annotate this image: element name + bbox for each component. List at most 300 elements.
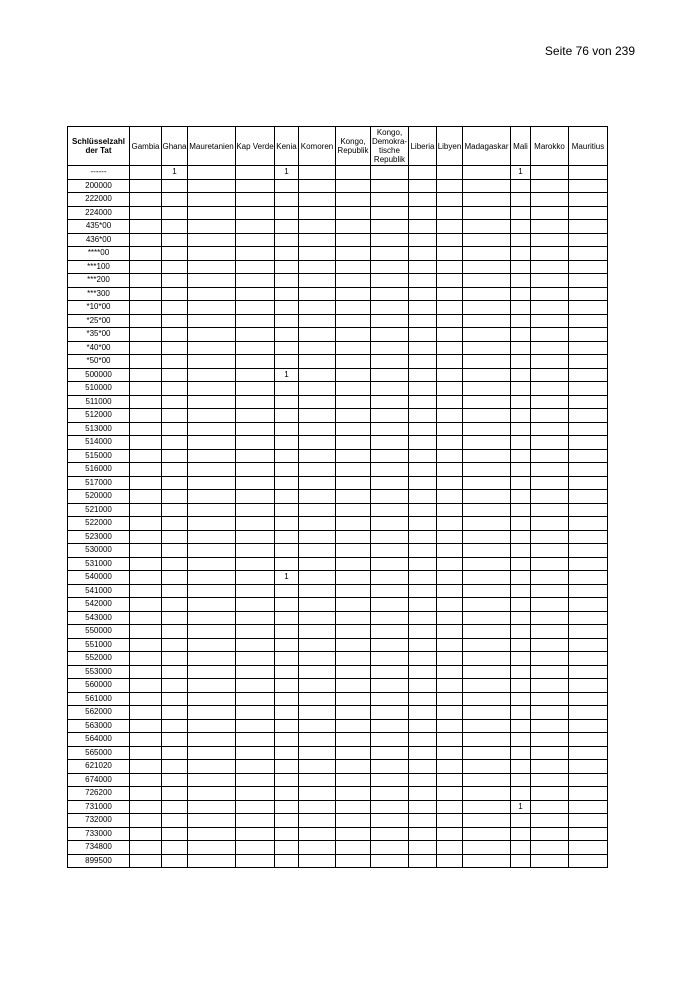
table-cell: [531, 422, 569, 436]
row-key-cell: 621020: [68, 760, 130, 774]
column-header-country: Kenia: [275, 127, 299, 166]
table-cell: [299, 719, 336, 733]
table-cell: [463, 260, 511, 274]
table-cell: [162, 368, 188, 382]
table-cell: [569, 355, 608, 369]
table-cell: [531, 220, 569, 234]
table-cell: [336, 368, 371, 382]
table-cell: [188, 449, 236, 463]
column-header-country: Kongo, Republik: [336, 127, 371, 166]
table-cell: [188, 193, 236, 207]
table-cell: [437, 368, 463, 382]
table-cell: [130, 719, 162, 733]
table-cell: [511, 395, 531, 409]
table-cell: [511, 854, 531, 868]
table-cell: [371, 287, 409, 301]
table-cell: [437, 449, 463, 463]
table-row: [68, 719, 608, 733]
table-cell: [299, 206, 336, 220]
table-cell: [188, 773, 236, 787]
table-cell: [236, 341, 275, 355]
table-cell: [188, 328, 236, 342]
table-cell: [371, 544, 409, 558]
table-cell: [336, 179, 371, 193]
table-cell: [130, 341, 162, 355]
table-cell: [409, 665, 437, 679]
table-cell: [188, 706, 236, 720]
table-cell: [409, 274, 437, 288]
table-row: [68, 652, 608, 666]
table-cell: [299, 517, 336, 531]
table-cell: [371, 260, 409, 274]
table-cell: [437, 220, 463, 234]
table-cell: [371, 692, 409, 706]
table-cell: [511, 355, 531, 369]
table-cell: [299, 301, 336, 315]
table-row: [68, 800, 608, 814]
table-cell: [371, 571, 409, 585]
table-cell: [336, 274, 371, 288]
table-cell: [275, 611, 299, 625]
table-cell: [188, 503, 236, 517]
table-cell: [511, 625, 531, 639]
table-cell: [130, 746, 162, 760]
table-cell: [299, 814, 336, 828]
table-cell: [236, 476, 275, 490]
table-cell: [299, 652, 336, 666]
table-cell: [188, 409, 236, 423]
table-cell: [511, 706, 531, 720]
table-cell: [299, 760, 336, 774]
table-cell: [409, 233, 437, 247]
table-cell: [336, 341, 371, 355]
table-cell: [371, 557, 409, 571]
table-cell: [569, 638, 608, 652]
table-row: [68, 220, 608, 234]
table-cell: [531, 206, 569, 220]
table-cell: [336, 328, 371, 342]
row-key-cell: 513000: [68, 422, 130, 436]
table-cell: [236, 409, 275, 423]
table-cell: [463, 395, 511, 409]
table-cell: [437, 422, 463, 436]
table-cell: [511, 598, 531, 612]
table-cell: [336, 301, 371, 315]
table-cell: [531, 760, 569, 774]
table-cell: [569, 274, 608, 288]
table-cell: [463, 206, 511, 220]
table-cell: [437, 557, 463, 571]
table-cell: [299, 382, 336, 396]
table-cell: [437, 314, 463, 328]
table-cell: [371, 233, 409, 247]
table-cell: [463, 490, 511, 504]
table-cell: [130, 557, 162, 571]
table-cell: [463, 625, 511, 639]
table-cell: 1: [275, 571, 299, 585]
table-cell: [162, 449, 188, 463]
table-cell: [463, 773, 511, 787]
table-cell: [336, 409, 371, 423]
table-cell: [409, 746, 437, 760]
table-cell: [299, 436, 336, 450]
table-cell: [371, 638, 409, 652]
table-cell: [130, 490, 162, 504]
table-cell: [531, 382, 569, 396]
table-cell: [299, 449, 336, 463]
row-key-cell: 553000: [68, 665, 130, 679]
table-cell: [299, 544, 336, 558]
table-cell: [188, 220, 236, 234]
table-cell: [130, 193, 162, 207]
table-cell: [569, 517, 608, 531]
table-cell: [236, 517, 275, 531]
table-cell: [162, 260, 188, 274]
table-cell: [236, 530, 275, 544]
table-cell: [531, 584, 569, 598]
table-cell: [511, 841, 531, 855]
table-cell: [437, 206, 463, 220]
table-cell: [569, 625, 608, 639]
table-cell: [409, 368, 437, 382]
table-cell: [437, 611, 463, 625]
row-key-cell: 522000: [68, 517, 130, 531]
table-cell: [409, 503, 437, 517]
table-cell: 1: [511, 166, 531, 180]
row-key-cell: 731000: [68, 800, 130, 814]
table-cell: [236, 166, 275, 180]
table-cell: [531, 166, 569, 180]
table-cell: [569, 665, 608, 679]
table-cell: [275, 719, 299, 733]
table-cell: [336, 692, 371, 706]
table-cell: [511, 760, 531, 774]
table-cell: [162, 395, 188, 409]
table-cell: [531, 733, 569, 747]
table-cell: [569, 287, 608, 301]
table-cell: [437, 652, 463, 666]
table-cell: [371, 814, 409, 828]
column-header-country: Kongo, Demokra-tische Republik: [371, 128, 408, 164]
table-cell: [162, 571, 188, 585]
table-cell: [511, 584, 531, 598]
table-cell: [371, 719, 409, 733]
table-cell: [336, 746, 371, 760]
table-cell: [188, 692, 236, 706]
table-cell: [236, 544, 275, 558]
table-cell: [531, 193, 569, 207]
table-cell: [130, 476, 162, 490]
table-cell: [275, 746, 299, 760]
table-cell: [531, 274, 569, 288]
column-header-country: Kap Verde: [236, 127, 275, 166]
table-cell: [371, 787, 409, 801]
table-cell: [569, 179, 608, 193]
table-row: [68, 530, 608, 544]
table-cell: [162, 692, 188, 706]
table-cell: [336, 773, 371, 787]
table-cell: [371, 760, 409, 774]
table-cell: [130, 773, 162, 787]
table-cell: [130, 166, 162, 180]
table-cell: 1: [162, 166, 188, 180]
table-cell: [511, 787, 531, 801]
table-cell: [336, 787, 371, 801]
table-cell: [463, 274, 511, 288]
table-cell: [437, 544, 463, 558]
table-cell: [188, 652, 236, 666]
table-cell: [531, 638, 569, 652]
table-cell: [437, 733, 463, 747]
table-cell: [463, 760, 511, 774]
table-cell: [188, 787, 236, 801]
table-cell: [275, 530, 299, 544]
table-cell: [531, 773, 569, 787]
table-cell: [437, 382, 463, 396]
row-key-cell: 550000: [68, 625, 130, 639]
table-cell: [569, 571, 608, 585]
table-cell: [162, 557, 188, 571]
table-cell: [188, 841, 236, 855]
table-cell: [299, 638, 336, 652]
table-cell: [236, 557, 275, 571]
table-cell: [569, 341, 608, 355]
table-cell: [463, 355, 511, 369]
row-key-cell: 541000: [68, 584, 130, 598]
table-cell: [188, 247, 236, 261]
table-cell: [336, 760, 371, 774]
table-cell: [275, 422, 299, 436]
crime-statistics-table: [67, 126, 608, 868]
column-header-country: Komoren: [299, 127, 336, 166]
table-cell: [409, 544, 437, 558]
table-cell: [531, 544, 569, 558]
table-cell: [162, 274, 188, 288]
table-cell: [511, 179, 531, 193]
table-cell: [275, 247, 299, 261]
table-cell: [463, 719, 511, 733]
table-row: [68, 179, 608, 193]
table-cell: [569, 247, 608, 261]
row-key-cell: ***200: [68, 274, 130, 288]
table-cell: [437, 787, 463, 801]
table-cell: [371, 395, 409, 409]
table-cell: [336, 422, 371, 436]
table-cell: [409, 706, 437, 720]
table-cell: [371, 368, 409, 382]
table-cell: [336, 476, 371, 490]
table-cell: [463, 665, 511, 679]
table-cell: [299, 854, 336, 868]
table-cell: [236, 854, 275, 868]
table-cell: [275, 328, 299, 342]
table-cell: [371, 166, 409, 180]
table-cell: [336, 463, 371, 477]
table-cell: [236, 220, 275, 234]
table-cell: [437, 193, 463, 207]
table-cell: [463, 314, 511, 328]
table-cell: [236, 598, 275, 612]
table-cell: [569, 368, 608, 382]
table-row: [68, 841, 608, 855]
table-cell: [236, 247, 275, 261]
table-cell: [236, 625, 275, 639]
table-cell: [299, 314, 336, 328]
table-row: [68, 638, 608, 652]
table-cell: [299, 530, 336, 544]
table-cell: [275, 476, 299, 490]
table-cell: [531, 571, 569, 585]
table-cell: [511, 611, 531, 625]
table-cell: [371, 706, 409, 720]
table-cell: [511, 517, 531, 531]
table-row: [68, 409, 608, 423]
table-cell: [336, 287, 371, 301]
table-cell: [371, 193, 409, 207]
table-cell: [130, 571, 162, 585]
table-cell: 1: [275, 166, 299, 180]
table-cell: [275, 409, 299, 423]
table-cell: [162, 503, 188, 517]
table-cell: [437, 598, 463, 612]
table-cell: [162, 193, 188, 207]
table-cell: [511, 287, 531, 301]
table-row: [68, 584, 608, 598]
table-cell: [569, 422, 608, 436]
table-cell: [275, 760, 299, 774]
table-cell: [336, 814, 371, 828]
table-cell: [275, 665, 299, 679]
row-key-cell: 224000: [68, 206, 130, 220]
table-cell: [130, 652, 162, 666]
table-cell: [275, 841, 299, 855]
table-cell: [409, 463, 437, 477]
table-cell: [236, 193, 275, 207]
table-cell: [299, 679, 336, 693]
table-cell: [463, 584, 511, 598]
table-cell: [531, 449, 569, 463]
table-cell: [569, 814, 608, 828]
table-cell: [162, 733, 188, 747]
table-cell: [409, 584, 437, 598]
table-cell: [236, 233, 275, 247]
table-cell: [371, 436, 409, 450]
table-row: [68, 314, 608, 328]
table-cell: [236, 328, 275, 342]
table-cell: [130, 679, 162, 693]
table-row: [68, 787, 608, 801]
table-cell: [463, 598, 511, 612]
table-row: [68, 166, 608, 180]
table-cell: [463, 301, 511, 315]
table-cell: [569, 557, 608, 571]
row-key-cell: 521000: [68, 503, 130, 517]
table-cell: [162, 355, 188, 369]
table-cell: [336, 665, 371, 679]
table-cell: [162, 638, 188, 652]
table-cell: [299, 409, 336, 423]
row-key-cell: 565000: [68, 746, 130, 760]
table-row: [68, 490, 608, 504]
row-key-cell: 517000: [68, 476, 130, 490]
table-cell: [336, 557, 371, 571]
table-cell: [162, 787, 188, 801]
table-cell: [275, 206, 299, 220]
table-cell: [531, 341, 569, 355]
table-cell: [188, 206, 236, 220]
table-cell: [511, 314, 531, 328]
table-cell: [130, 206, 162, 220]
table-row: [68, 611, 608, 625]
table-cell: [371, 665, 409, 679]
table-row: [68, 760, 608, 774]
table-cell: [437, 476, 463, 490]
table-cell: [336, 733, 371, 747]
table-cell: [130, 841, 162, 855]
row-key-cell: 542000: [68, 598, 130, 612]
table-cell: [336, 395, 371, 409]
table-cell: 1: [275, 368, 299, 382]
table-cell: [336, 719, 371, 733]
table-cell: [511, 368, 531, 382]
table-cell: [130, 422, 162, 436]
table-cell: [188, 679, 236, 693]
table-cell: [463, 247, 511, 261]
row-key-cell: 734800: [68, 841, 130, 855]
table-cell: [275, 652, 299, 666]
table-cell: [275, 773, 299, 787]
table-cell: [437, 395, 463, 409]
table-cell: [409, 760, 437, 774]
table-cell: [162, 341, 188, 355]
table-cell: [569, 220, 608, 234]
table-cell: [162, 841, 188, 855]
table-cell: [463, 692, 511, 706]
table-cell: [336, 260, 371, 274]
table-cell: [531, 301, 569, 315]
table-cell: [336, 854, 371, 868]
table-cell: [299, 746, 336, 760]
table-cell: [463, 611, 511, 625]
table-row: [68, 544, 608, 558]
column-header-country: Mali: [511, 127, 531, 166]
table-cell: [463, 841, 511, 855]
table-cell: [188, 665, 236, 679]
table-cell: [409, 692, 437, 706]
table-cell: [188, 746, 236, 760]
row-key-cell: 520000: [68, 490, 130, 504]
table-cell: [336, 247, 371, 261]
table-cell: [236, 611, 275, 625]
table-cell: [511, 449, 531, 463]
table-cell: [299, 773, 336, 787]
table-row: [68, 233, 608, 247]
table-cell: [437, 274, 463, 288]
table-cell: [162, 719, 188, 733]
table-cell: [569, 260, 608, 274]
row-key-cell: 540000: [68, 571, 130, 585]
table-cell: [299, 355, 336, 369]
table-cell: [299, 800, 336, 814]
table-cell: [437, 827, 463, 841]
table-cell: [371, 409, 409, 423]
table-cell: [409, 193, 437, 207]
table-cell: [275, 503, 299, 517]
table-cell: [299, 557, 336, 571]
table-cell: [162, 530, 188, 544]
table-cell: [463, 638, 511, 652]
table-cell: [437, 166, 463, 180]
